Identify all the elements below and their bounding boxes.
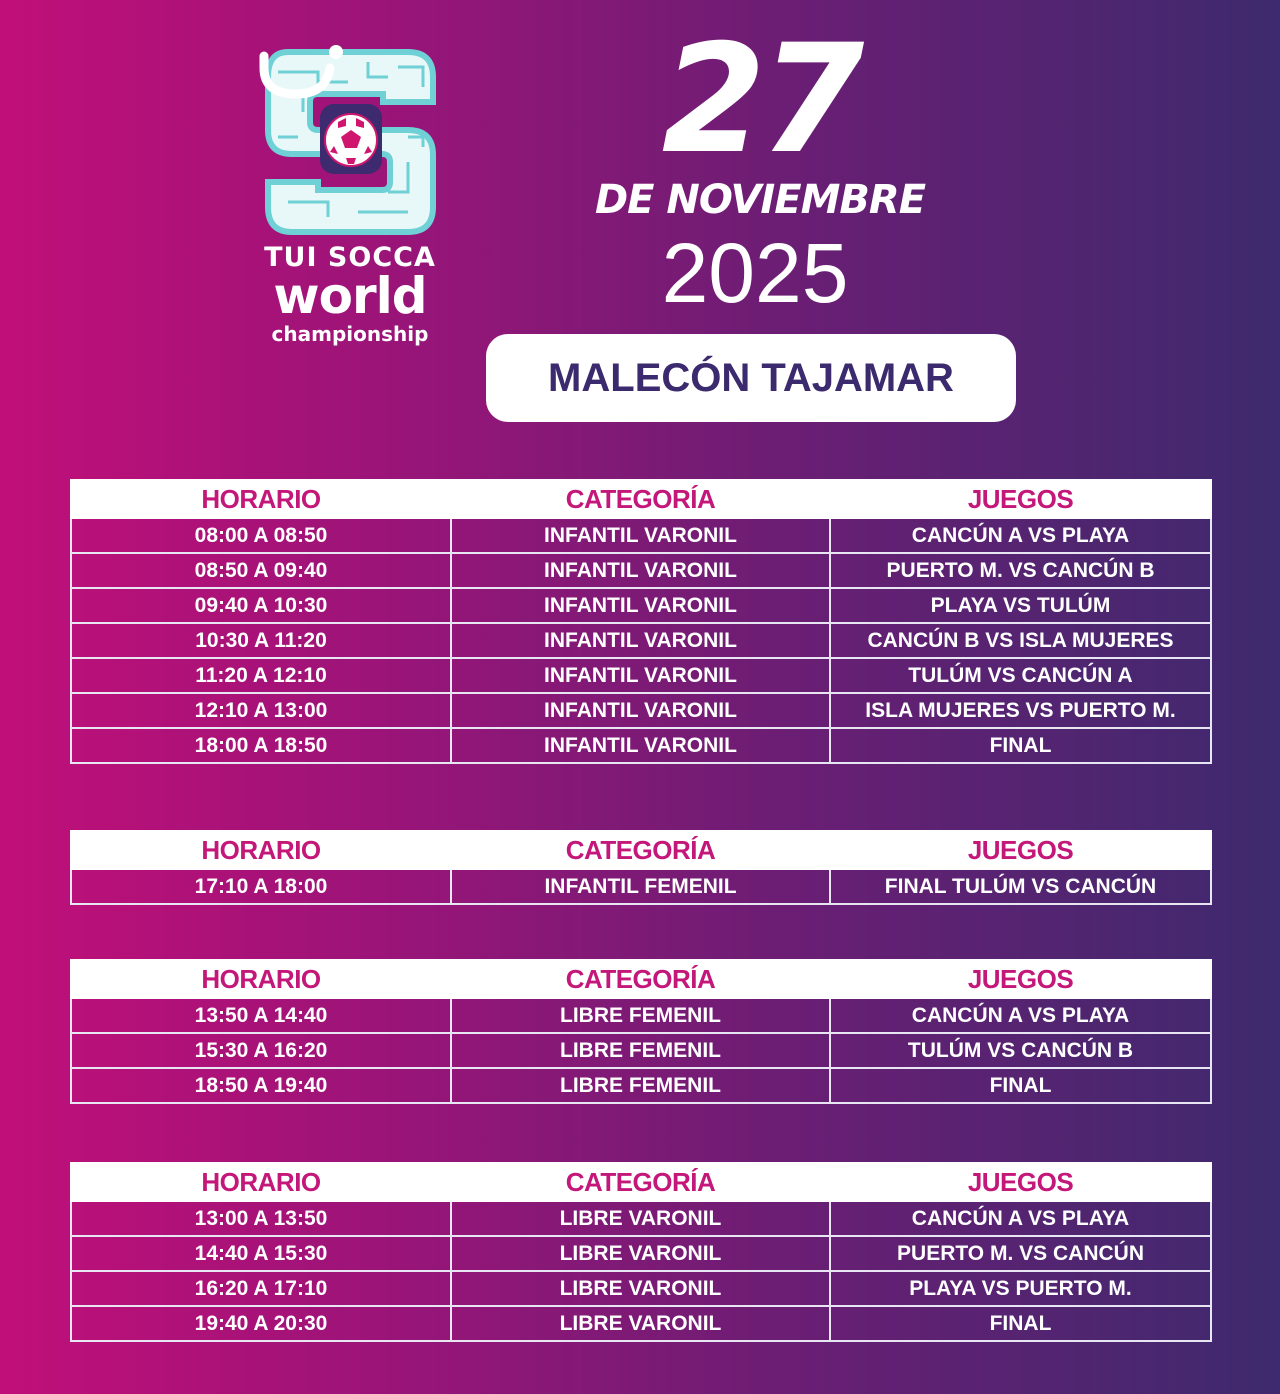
tui-smile-icon: [258, 42, 348, 102]
cell-categoria: LIBRE VARONIL: [451, 1201, 830, 1236]
table-row: [71, 998, 1211, 1033]
cell-juegos: CANCÚN A VS PLAYA: [830, 998, 1211, 1033]
cell-categoria: INFANTIL VARONIL: [451, 728, 830, 763]
cell-juegos: FINAL: [830, 1306, 1211, 1341]
cell-juegos: CANCÚN A VS PLAYA: [830, 518, 1211, 553]
table-header-row: [71, 480, 1211, 518]
cell-juegos: PLAYA VS PUERTO M.: [830, 1271, 1211, 1306]
cell-juegos: FINAL TULÚM VS CANCÚN: [830, 869, 1211, 904]
cell-juegos: PLAYA VS TULÚM: [830, 588, 1211, 623]
table-row: [71, 518, 1211, 553]
table-header-row: [71, 831, 1211, 869]
cell-horario: 13:50 A 14:40: [71, 998, 451, 1033]
cell-categoria: INFANTIL VARONIL: [451, 588, 830, 623]
cell-horario: 08:00 A 08:50: [71, 518, 451, 553]
cell-juegos: FINAL: [830, 728, 1211, 763]
schedule-table-3: [70, 959, 1212, 1104]
cell-horario: 08:50 A 09:40: [71, 553, 451, 588]
table-row: [71, 588, 1211, 623]
cell-categoria: INFANTIL FEMENIL: [451, 869, 830, 904]
event-day: 27: [661, 13, 859, 187]
event-month: DE NOVIEMBRE: [594, 177, 926, 223]
event-year: 2025: [661, 226, 849, 320]
cell-horario: 14:40 A 15:30: [71, 1236, 451, 1271]
schedule-table-1: [70, 479, 1212, 764]
brand-line-1: TUI SOCCA: [264, 242, 436, 273]
cell-categoria: INFANTIL VARONIL: [451, 553, 830, 588]
table-row: [71, 1271, 1211, 1306]
header-juegos: JUEGOS: [830, 1163, 1211, 1201]
table-row: [71, 658, 1211, 693]
cell-categoria: INFANTIL VARONIL: [451, 623, 830, 658]
cell-categoria: INFANTIL VARONIL: [451, 693, 830, 728]
cell-juegos: TULÚM VS CANCÚN A: [830, 658, 1211, 693]
cell-categoria: INFANTIL VARONIL: [451, 518, 830, 553]
cell-juegos: CANCÚN A VS PLAYA: [830, 1201, 1211, 1236]
table-row: [71, 1306, 1211, 1341]
header-horario: HORARIO: [71, 831, 451, 869]
table-row: [71, 869, 1211, 904]
table-header-row: [71, 960, 1211, 998]
table-row: [71, 1033, 1211, 1068]
table-header-row: [71, 1163, 1211, 1201]
header-horario: HORARIO: [71, 1163, 451, 1201]
cell-juegos: TULÚM VS CANCÚN B: [830, 1033, 1211, 1068]
header-horario: HORARIO: [71, 480, 451, 518]
cell-horario: 17:10 A 18:00: [71, 869, 451, 904]
cell-horario: 18:50 A 19:40: [71, 1068, 451, 1103]
cell-categoria: LIBRE VARONIL: [451, 1236, 830, 1271]
schedule-table-4: [70, 1162, 1212, 1342]
cell-categoria: LIBRE FEMENIL: [451, 1033, 830, 1068]
header-categoria: CATEGORÍA: [451, 1163, 830, 1201]
table-row: [71, 1068, 1211, 1103]
cell-juegos: FINAL: [830, 1068, 1211, 1103]
header-categoria: CATEGORÍA: [451, 831, 830, 869]
cell-horario: 19:40 A 20:30: [71, 1306, 451, 1341]
cell-juegos: PUERTO M. VS CANCÚN: [830, 1236, 1211, 1271]
header-categoria: CATEGORÍA: [451, 480, 830, 518]
cell-juegos: PUERTO M. VS CANCÚN B: [830, 553, 1211, 588]
table-row: [71, 693, 1211, 728]
cell-juegos: CANCÚN B VS ISLA MUJERES: [830, 623, 1211, 658]
schedule-table-2: [70, 830, 1212, 905]
table-row: [71, 1236, 1211, 1271]
brand-line-3: championship: [271, 322, 429, 346]
header-categoria: CATEGORÍA: [451, 960, 830, 998]
cell-horario: 10:30 A 11:20: [71, 623, 451, 658]
cell-categoria: LIBRE FEMENIL: [451, 998, 830, 1033]
table-row: [71, 553, 1211, 588]
cell-horario: 12:10 A 13:00: [71, 693, 451, 728]
table-row: [71, 623, 1211, 658]
brand-line-2: world: [273, 267, 427, 325]
cell-categoria: LIBRE FEMENIL: [451, 1068, 830, 1103]
cell-categoria: LIBRE VARONIL: [451, 1271, 830, 1306]
header-juegos: JUEGOS: [830, 831, 1211, 869]
cell-categoria: LIBRE VARONIL: [451, 1306, 830, 1341]
header-juegos: JUEGOS: [830, 480, 1211, 518]
header-juegos: JUEGOS: [830, 960, 1211, 998]
venue-badge: MALECÓN TAJAMAR: [486, 334, 1016, 422]
cell-horario: 16:20 A 17:10: [71, 1271, 451, 1306]
cell-categoria: INFANTIL VARONIL: [451, 658, 830, 693]
cell-horario: 13:00 A 13:50: [71, 1201, 451, 1236]
table-row: [71, 728, 1211, 763]
cell-juegos: ISLA MUJERES VS PUERTO M.: [830, 693, 1211, 728]
cell-horario: 09:40 A 10:30: [71, 588, 451, 623]
tui-socca-logo: [258, 42, 442, 427]
table-row: [71, 1201, 1211, 1236]
cell-horario: 11:20 A 12:10: [71, 658, 451, 693]
header-horario: HORARIO: [71, 960, 451, 998]
cell-horario: 18:00 A 18:50: [71, 728, 451, 763]
cell-horario: 15:30 A 16:20: [71, 1033, 451, 1068]
